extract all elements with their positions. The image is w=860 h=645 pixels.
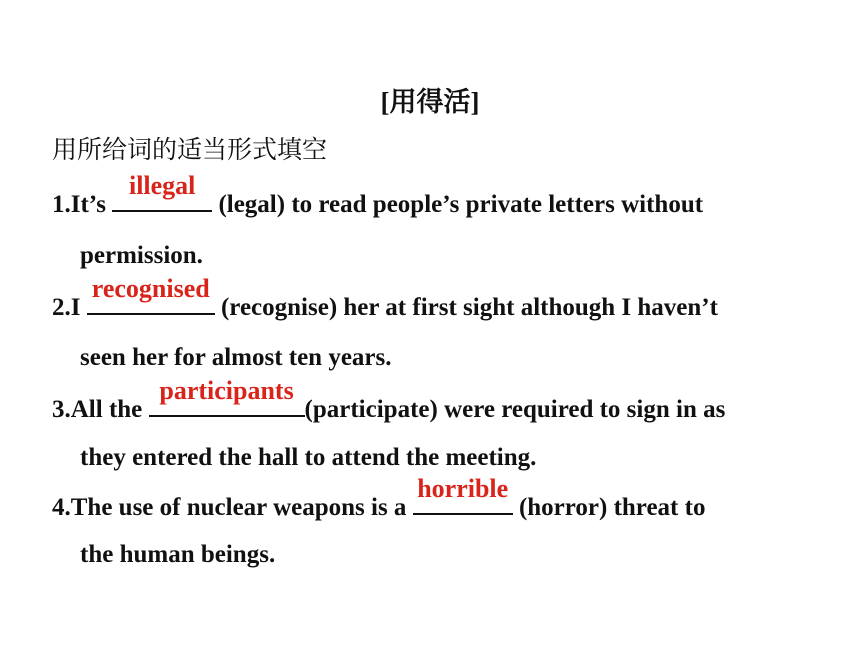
question-3-answer: participants bbox=[159, 376, 294, 405]
question-3-before: 3.All the bbox=[52, 396, 149, 423]
question-2-continuation: seen her for almost ten years. bbox=[80, 344, 392, 371]
question-1-before: 1.It’s bbox=[52, 191, 113, 218]
question-2-answer: recognised bbox=[91, 274, 210, 303]
question-2-blank bbox=[87, 274, 215, 315]
slide-title: [用得活] bbox=[380, 87, 480, 117]
question-2-after: (recognise) her at first sight although I haven’t bbox=[214, 294, 718, 321]
question-2-before: 2.I bbox=[52, 294, 87, 321]
question-1-continuation: permission. bbox=[80, 242, 203, 269]
question-4-before: 4.The use of nuclear weapons is a bbox=[52, 494, 413, 521]
question-2-line bbox=[52, 274, 718, 323]
question-1-blank bbox=[112, 171, 212, 212]
question-3-line bbox=[52, 376, 726, 425]
question-1-answer: illegal bbox=[128, 171, 196, 200]
question-4-blank bbox=[413, 474, 513, 515]
question-1-line bbox=[52, 171, 704, 220]
question-3-after: (participate) were required to sign in as bbox=[304, 396, 726, 423]
question-3-blank bbox=[149, 376, 305, 417]
question-4-continuation: the human beings. bbox=[80, 541, 276, 568]
question-1-after: (legal) to read people’s private letters without bbox=[212, 191, 704, 218]
question-4-answer: horrible bbox=[417, 474, 509, 503]
question-4-after: (horror) threat to bbox=[512, 494, 706, 521]
instruction-text: 用所给词的适当形式填空 bbox=[52, 135, 328, 164]
question-4-line bbox=[52, 474, 706, 523]
question-3-continuation: they entered the hall to attend the meeting. bbox=[80, 444, 537, 471]
